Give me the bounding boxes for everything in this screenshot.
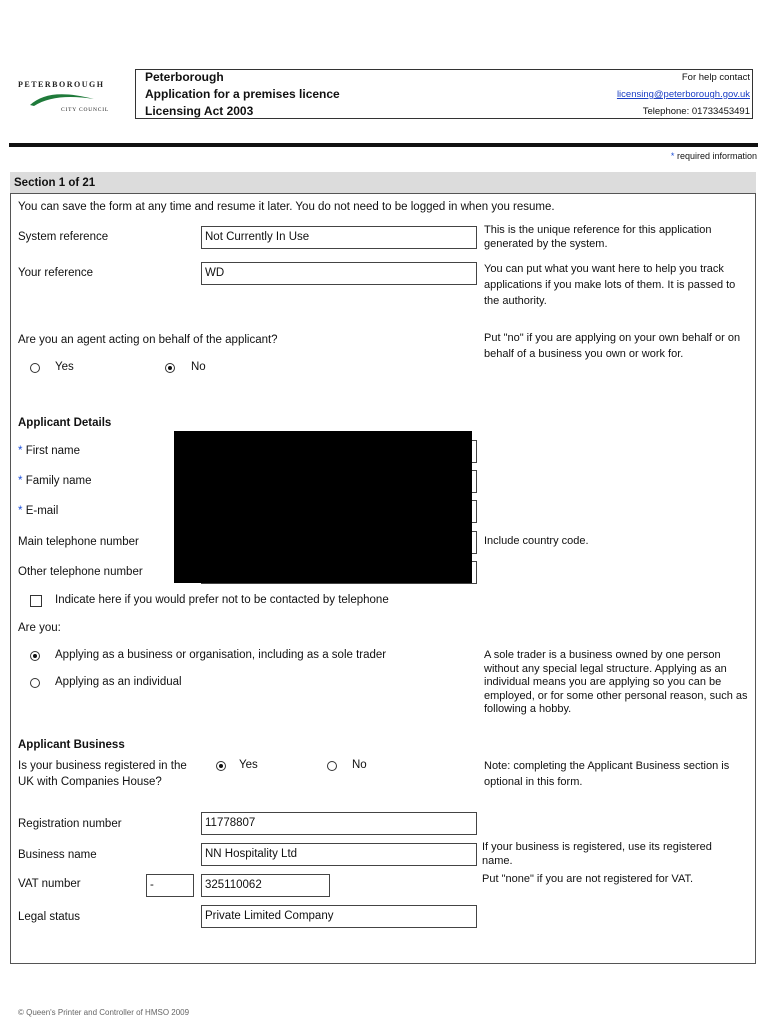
are-you-help: A sole trader is a business owned by one person without any special legal structure. Applying as an individual means you are applying so you can be employed, or for some other personal reason, such as following a hobby. — [484, 649, 748, 715]
legal-status-field[interactable]: Private Limited Company — [201, 905, 477, 928]
your-reference-label: Your reference — [18, 267, 94, 279]
business-name-label: Business name — [18, 849, 97, 861]
family-name-label-text: Family name — [25, 475, 92, 487]
applicant-business-note: Note: completing the Applicant Business section is optional in this form. — [484, 760, 730, 788]
your-reference-help: You can put what you want here to help you track applications if you make lots of them. It is passed to the authority. — [484, 263, 736, 307]
required-star: * — [670, 151, 675, 161]
legal-status-label: Legal status — [18, 911, 81, 923]
system-reference-field[interactable]: Not Currently In Use — [201, 226, 477, 249]
first-name-label-text: First name — [25, 445, 81, 457]
copyright-footer: © Queen's Printer and Controller of HMSO 2009 — [18, 1008, 190, 1017]
header-box — [135, 69, 753, 119]
email-required-star: * — [18, 505, 23, 517]
help-telephone: Telephone: 01733453491 — [642, 106, 750, 117]
section-title: Section 1 of 21 — [10, 172, 756, 194]
companies-house-yes-radio[interactable] — [216, 761, 226, 771]
applicant-details-heading: Applicant Details — [18, 417, 112, 429]
no-telephone-contact-label: Indicate here if you would prefer not to be contacted by telephone — [55, 594, 389, 606]
redaction-block — [174, 431, 472, 583]
system-reference-help: This is the unique reference for this application generated by the system. — [484, 224, 712, 250]
companies-house-question: Is your business registered in the UK with Companies House? — [18, 760, 187, 788]
system-reference-label: System reference — [18, 231, 109, 243]
business-name-field[interactable]: NN Hospitality Ltd — [201, 843, 477, 866]
companies-house-no-label: No — [352, 759, 367, 771]
vat-prefix-field[interactable]: - — [146, 874, 194, 897]
applicant-business-heading: Applicant Business — [18, 739, 125, 751]
email-label — [18, 505, 58, 517]
header-title-3: Licensing Act 2003 — [145, 104, 254, 118]
agent-help: Put "no" if you are applying on your own behalf or on behalf of a business you own or work for. — [484, 332, 741, 360]
vat-number-field[interactable]: 325110062 — [201, 874, 330, 897]
main-phone-label: Main telephone number — [18, 536, 139, 548]
help-contact-label: For help contact — [681, 72, 750, 83]
logo-name: PETERBOROUGH — [18, 80, 105, 89]
companies-house-yes-label: Yes — [239, 759, 258, 771]
business-name-help: If your business is registered, use its registered name. — [482, 841, 712, 867]
required-note — [671, 151, 757, 161]
header-rule — [9, 143, 758, 147]
no-telephone-contact-checkbox[interactable] — [30, 595, 42, 607]
agent-yes-radio[interactable] — [30, 363, 40, 373]
first-name-required-star: * — [18, 445, 23, 457]
vat-number-label: VAT number — [18, 878, 81, 890]
council-logo — [18, 80, 120, 116]
your-reference-field[interactable]: WD — [201, 262, 477, 285]
family-name-label — [18, 475, 92, 487]
applying-as-individual-label: Applying as an individual — [55, 676, 182, 688]
agent-question: Are you an agent acting on behalf of the applicant? — [18, 334, 278, 346]
registration-number-label: Registration number — [18, 818, 122, 830]
required-note-text: required information — [676, 151, 757, 161]
intro-text: You can save the form at any time and resume it later. You do not need to be logged in when you resume. — [18, 201, 555, 213]
registration-number-field[interactable]: 11778807 — [201, 812, 477, 835]
first-name-label — [18, 445, 80, 457]
header-title-1: Peterborough — [145, 70, 224, 84]
applying-as-individual-radio[interactable] — [30, 678, 40, 688]
are-you-label: Are you: — [18, 622, 61, 634]
family-name-required-star: * — [18, 475, 23, 487]
applying-as-business-radio[interactable] — [30, 651, 40, 661]
main-phone-help: Include country code. — [484, 535, 589, 547]
email-label-text: E-mail — [25, 505, 59, 517]
logo-sub: CITY COUNCIL — [61, 107, 110, 113]
applying-as-business-label: Applying as a business or organisation, including as a sole trader — [55, 649, 387, 661]
agent-yes-label: Yes — [55, 361, 74, 373]
help-email-link[interactable]: licensing@peterborough.gov.uk — [616, 89, 750, 100]
header-title-2: Application for a premises licence — [145, 87, 340, 101]
vat-number-help: Put "none" if you are not registered for VAT. — [482, 873, 694, 885]
logo-swoosh-icon — [28, 91, 98, 107]
other-phone-label: Other telephone number — [18, 566, 143, 578]
agent-no-label: No — [191, 361, 206, 373]
companies-house-no-radio[interactable] — [327, 761, 337, 771]
agent-no-radio[interactable] — [165, 363, 175, 373]
